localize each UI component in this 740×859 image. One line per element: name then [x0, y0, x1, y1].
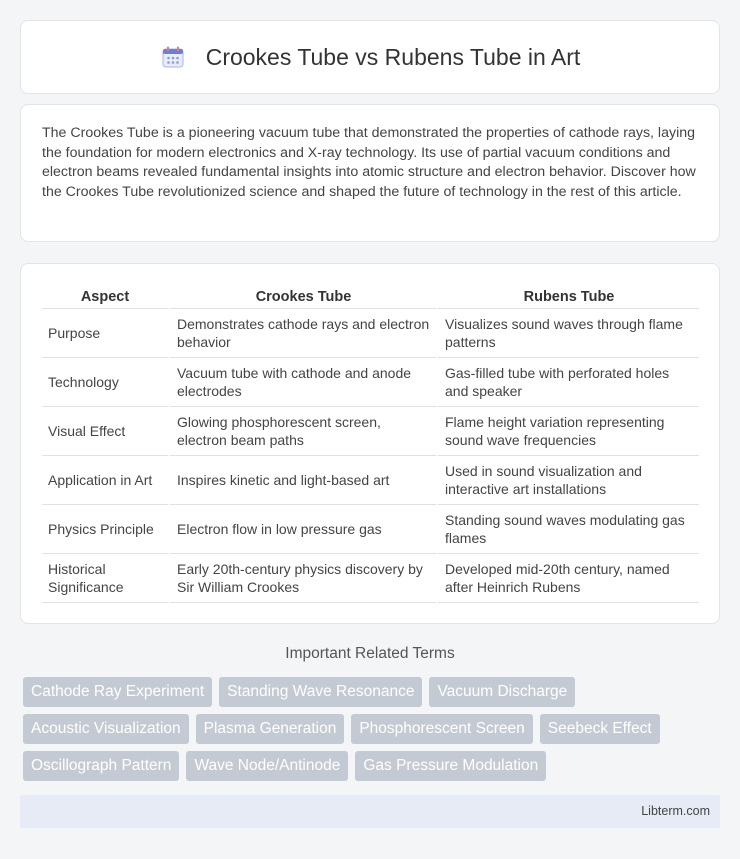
rubens-cell: Visualizes sound waves through flame patterns	[436, 309, 699, 358]
calendar-icon	[160, 44, 186, 70]
table-row	[42, 309, 699, 358]
related-terms-title: Important Related Terms	[285, 645, 455, 662]
table-row	[42, 505, 699, 554]
rubens-cell: Used in sound visualization and interactive art installations	[436, 456, 699, 505]
related-term-tag[interactable]: Gas Pressure Modulation	[355, 751, 546, 781]
related-term-tag[interactable]: Oscillograph Pattern	[23, 751, 179, 781]
page-title: Crookes Tube vs Rubens Tube in Art	[205, 43, 581, 70]
aspect-cell: Historical Significance	[42, 554, 168, 603]
title-card	[20, 20, 720, 94]
crookes-cell: Early 20th-century physics discovery by Sir William Crookes	[168, 554, 436, 603]
aspect-cell: Technology	[42, 358, 168, 407]
aspect-cell: Physics Principle	[42, 505, 168, 554]
related-term-tag[interactable]: Acoustic Visualization	[23, 714, 189, 744]
aspect-cell: Visual Effect	[42, 407, 168, 456]
related-term-tag[interactable]: Plasma Generation	[196, 714, 345, 744]
footer-brand-link[interactable]: Libterm.com	[641, 804, 710, 818]
related-term-tag[interactable]: Standing Wave Resonance	[219, 677, 422, 707]
rubens-cell: Standing sound waves modulating gas flames	[436, 505, 699, 554]
related-term-tag[interactable]: Cathode Ray Experiment	[23, 677, 212, 707]
footer	[20, 795, 720, 828]
crookes-cell: Vacuum tube with cathode and anode electrodes	[168, 358, 436, 407]
related-term-tag[interactable]: Wave Node/Antinode	[186, 751, 348, 781]
intro-text: The Crookes Tube is a pioneering vacuum tube that demonstrated the properties of cathode rays, laying the foundation for modern electronics and X-ray technology. Its use of partial vacuum conditions and electron beams revealed fundamental insights into atomic structure and electron behavior. Discover how the Crookes Tube revolutionized science and shaped the future of technology in the rest of this article.	[42, 125, 696, 200]
related-term-tag[interactable]: Phosphorescent Screen	[351, 714, 532, 744]
related-term-tag[interactable]: Vacuum Discharge	[429, 677, 575, 707]
comparison-table	[42, 284, 699, 603]
table-row	[42, 554, 699, 603]
rubens-cell: Gas-filled tube with perforated holes and speaker	[436, 358, 699, 407]
table-row	[42, 358, 699, 407]
aspect-cell: Purpose	[42, 309, 168, 358]
header-crookes-tube: Crookes Tube	[168, 284, 436, 309]
intro-card	[20, 104, 720, 242]
table-row	[42, 456, 699, 505]
comparison-table-card	[20, 263, 720, 624]
related-terms-list	[23, 677, 703, 781]
crookes-cell: Demonstrates cathode rays and electron behavior	[168, 309, 436, 358]
crookes-cell: Glowing phosphorescent screen, electron beam paths	[168, 407, 436, 456]
crookes-cell: Inspires kinetic and light-based art	[168, 456, 436, 505]
table-header-row	[42, 284, 699, 309]
related-term-tag[interactable]: Seebeck Effect	[540, 714, 660, 744]
aspect-cell: Application in Art	[42, 456, 168, 505]
rubens-cell: Developed mid-20th century, named after Heinrich Rubens	[436, 554, 699, 603]
rubens-cell: Flame height variation representing sound wave frequencies	[436, 407, 699, 456]
header-rubens-tube: Rubens Tube	[436, 284, 699, 309]
header-aspect: Aspect	[42, 284, 168, 309]
table-row	[42, 407, 699, 456]
crookes-cell: Electron flow in low pressure gas	[168, 505, 436, 554]
